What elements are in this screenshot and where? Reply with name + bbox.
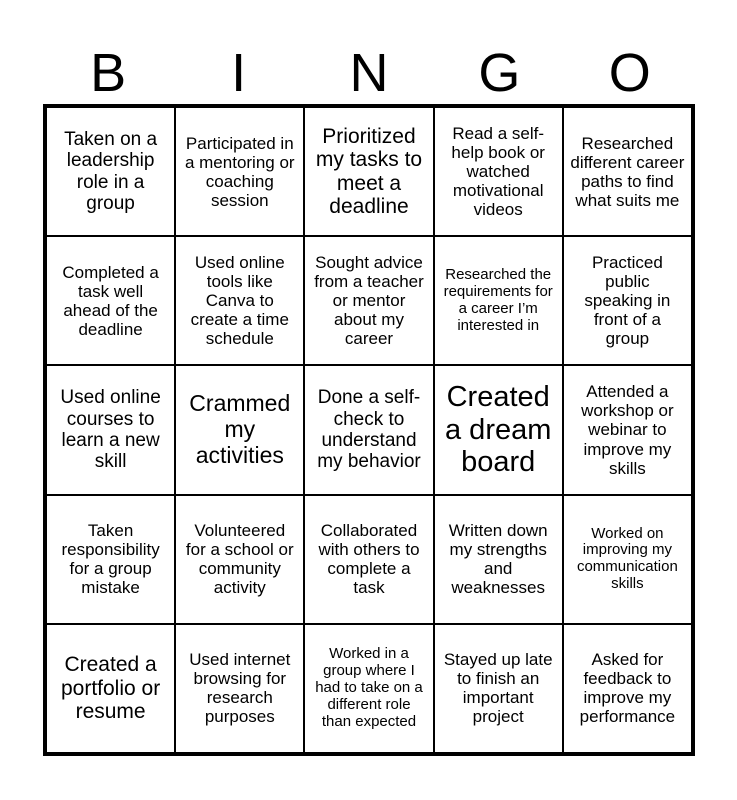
header-letter-g: G — [478, 43, 521, 103]
bingo-cell[interactable]: Researched the requirements for a career I’m interested in — [434, 236, 563, 365]
bingo-cell[interactable]: Practiced public speaking in front of a group — [563, 236, 692, 365]
bingo-cell[interactable]: Stayed up late to finish an important project — [434, 624, 563, 753]
bingo-cell[interactable]: Asked for feedback to improve my performance — [563, 624, 692, 753]
bingo-cell[interactable]: Used online tools like Canva to create a time schedule — [175, 236, 304, 365]
bingo-header — [43, 38, 695, 108]
bingo-cell[interactable]: Worked on improving my communication skills — [563, 495, 692, 624]
header-letter-i: I — [231, 43, 247, 103]
bingo-cell[interactable]: Collaborated with others to complete a task — [304, 495, 433, 624]
header-letter-n: N — [349, 43, 389, 103]
bingo-cell[interactable]: Sought advice from a teacher or mentor about my career — [304, 236, 433, 365]
bingo-cell[interactable]: Attended a workshop or webinar to improve my skills — [563, 365, 692, 494]
bingo-board — [43, 104, 695, 756]
bingo-cell[interactable]: Worked in a group where I had to take on a different role than expected — [304, 624, 433, 753]
bingo-cell[interactable]: Read a self-help book or watched motivational videos — [434, 107, 563, 236]
bingo-cell[interactable]: Used internet browsing for research purposes — [175, 624, 304, 753]
bingo-cell[interactable]: Created a dream board — [434, 365, 563, 494]
header-letter-o: O — [608, 43, 651, 103]
bingo-cell[interactable]: Taken responsibility for a group mistake — [46, 495, 175, 624]
header-letter-b: B — [90, 43, 127, 103]
bingo-cell[interactable]: Prioritized my tasks to meet a deadline — [304, 107, 433, 236]
bingo-cell[interactable]: Written down my strengths and weaknesses — [434, 495, 563, 624]
bingo-cell[interactable]: Used online courses to learn a new skill — [46, 365, 175, 494]
bingo-cell[interactable]: Crammed my activities — [175, 365, 304, 494]
bingo-cell[interactable]: Created a portfolio or resume — [46, 624, 175, 753]
bingo-cell[interactable]: Taken on a leadership role in a group — [46, 107, 175, 236]
bingo-cell[interactable]: Participated in a mentoring or coaching session — [175, 107, 304, 236]
bingo-cell[interactable]: Researched different career paths to find what suits me — [563, 107, 692, 236]
bingo-cell[interactable]: Volunteered for a school or community activity — [175, 495, 304, 624]
bingo-cell[interactable]: Done a self-check to understand my behavior — [304, 365, 433, 494]
bingo-cell[interactable]: Completed a task well ahead of the deadline — [46, 236, 175, 365]
